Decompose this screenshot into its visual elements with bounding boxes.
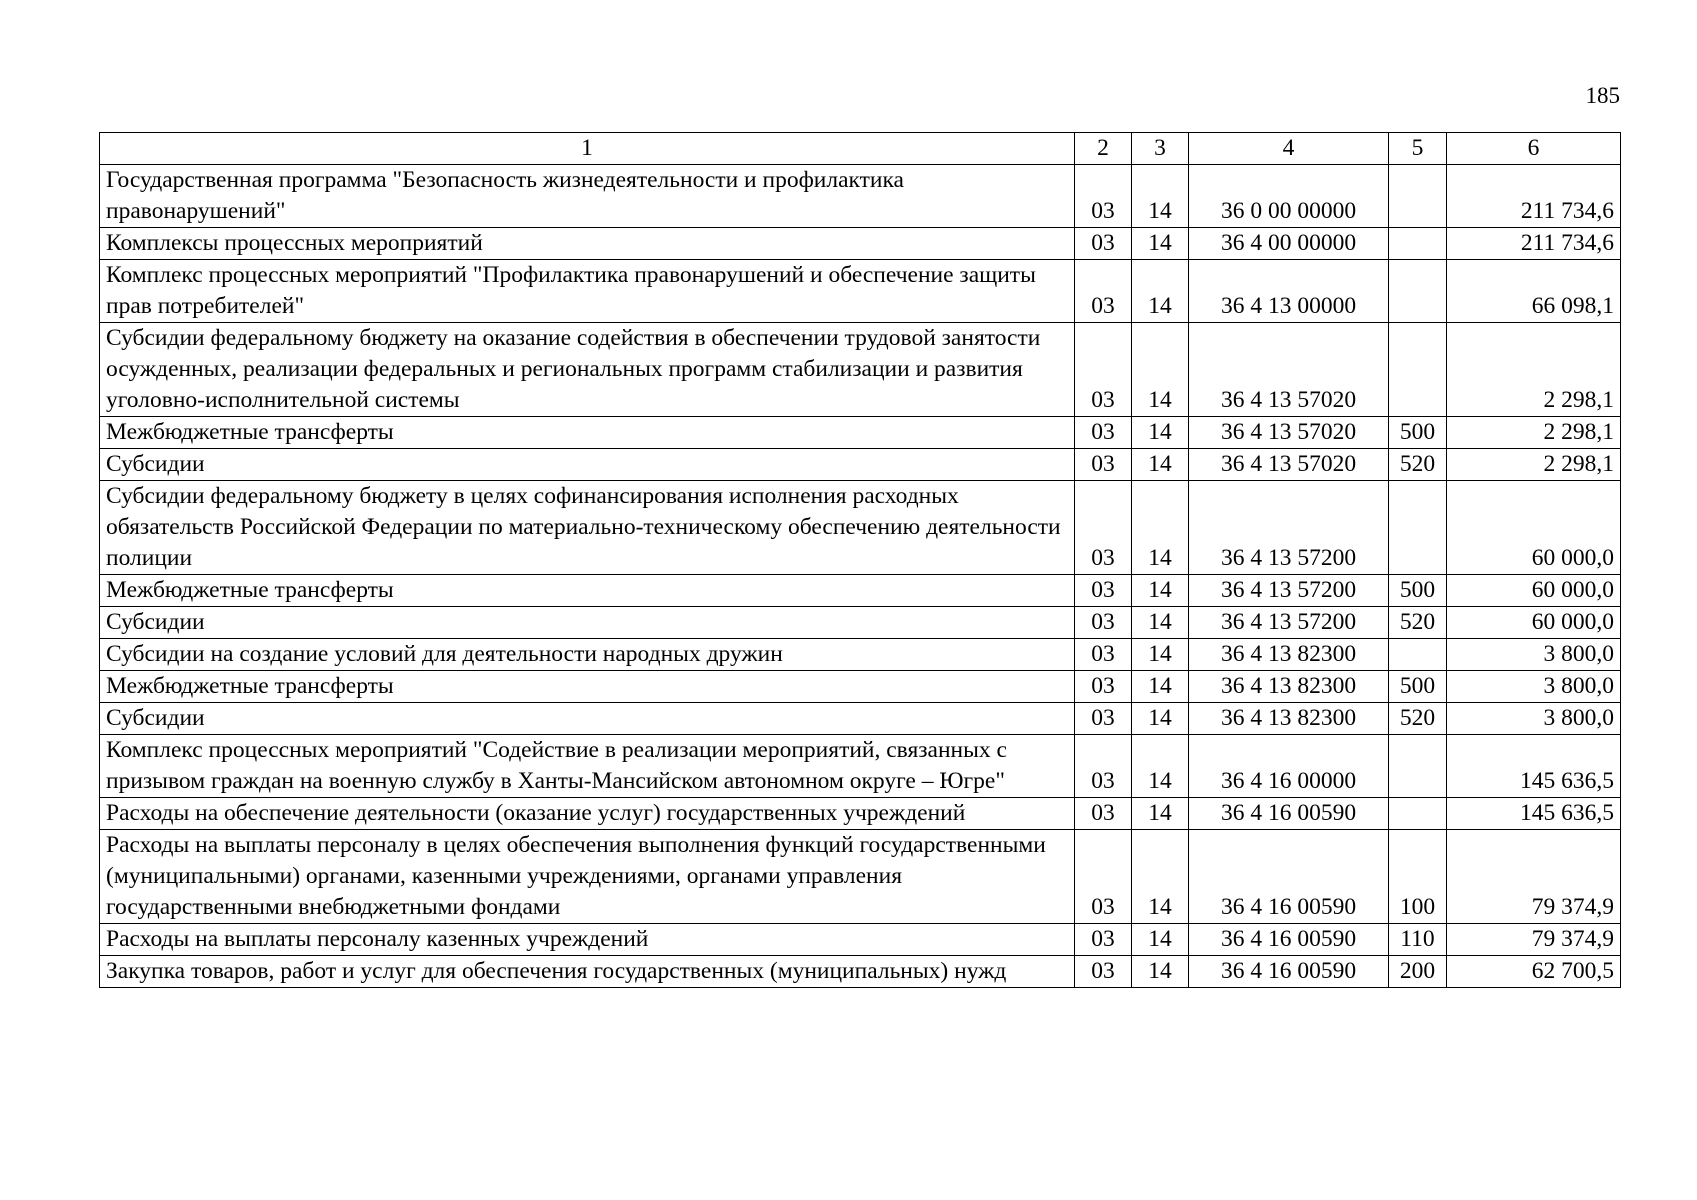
row-expense-type-cell: 500	[1389, 417, 1447, 449]
row-target-article-cell: 36 4 16 00590	[1189, 956, 1389, 988]
row-expense-type-cell: 200	[1389, 956, 1447, 988]
row-subsection-cell: 14	[1132, 924, 1189, 956]
row-expense-type-cell	[1389, 323, 1447, 417]
row-section-cell: 03	[1075, 481, 1132, 575]
row-target-article-cell: 36 4 13 82300	[1189, 639, 1389, 671]
column-header-1: 1	[100, 133, 1075, 165]
row-subsection-cell: 14	[1132, 165, 1189, 228]
table-row	[100, 924, 1621, 956]
row-section-cell: 03	[1075, 671, 1132, 703]
row-target-article-cell: 36 4 13 57020	[1189, 449, 1389, 481]
table-row	[100, 481, 1621, 575]
table-row	[100, 830, 1621, 924]
row-target-article-cell: 36 4 16 00590	[1189, 830, 1389, 924]
row-name-cell: Субсидии на создание условий для деятельности народных дружин	[100, 639, 1075, 671]
table-row	[100, 735, 1621, 798]
row-subsection-cell: 14	[1132, 228, 1189, 260]
row-expense-type-cell: 500	[1389, 671, 1447, 703]
row-name-cell: Субсидии	[100, 703, 1075, 735]
row-expense-type-cell: 520	[1389, 703, 1447, 735]
table-row	[100, 703, 1621, 735]
row-expense-type-cell	[1389, 798, 1447, 830]
table-row	[100, 417, 1621, 449]
row-expense-type-cell: 520	[1389, 607, 1447, 639]
row-section-cell: 03	[1075, 798, 1132, 830]
table-row	[100, 165, 1621, 228]
row-amount-cell: 60 000,0	[1447, 607, 1621, 639]
row-section-cell: 03	[1075, 323, 1132, 417]
table-row	[100, 639, 1621, 671]
row-amount-cell: 79 374,9	[1447, 830, 1621, 924]
row-section-cell: 03	[1075, 607, 1132, 639]
table-row	[100, 228, 1621, 260]
row-section-cell: 03	[1075, 735, 1132, 798]
row-amount-cell: 2 298,1	[1447, 449, 1621, 481]
row-name-cell: Межбюджетные трансферты	[100, 575, 1075, 607]
row-expense-type-cell	[1389, 260, 1447, 323]
table-row	[100, 575, 1621, 607]
column-header-5: 5	[1389, 133, 1447, 165]
row-subsection-cell: 14	[1132, 417, 1189, 449]
row-expense-type-cell	[1389, 481, 1447, 575]
row-name-cell: Государственная программа "Безопасность жизнедеятельности и профилактика правонарушений"	[100, 165, 1075, 228]
row-expense-type-cell: 520	[1389, 449, 1447, 481]
row-section-cell: 03	[1075, 260, 1132, 323]
row-amount-cell: 60 000,0	[1447, 481, 1621, 575]
header-row	[100, 133, 1621, 165]
row-section-cell: 03	[1075, 165, 1132, 228]
row-section-cell: 03	[1075, 228, 1132, 260]
row-name-cell: Межбюджетные трансферты	[100, 671, 1075, 703]
row-subsection-cell: 14	[1132, 956, 1189, 988]
row-expense-type-cell: 500	[1389, 575, 1447, 607]
row-target-article-cell: 36 4 13 57200	[1189, 607, 1389, 639]
row-amount-cell: 2 298,1	[1447, 323, 1621, 417]
row-name-cell: Субсидии федеральному бюджету на оказание содействия в обеспечении трудовой занятости осужденных, реализации федеральных и региональных программ стабилизации и развития уголовно-исполнительной системы	[100, 323, 1075, 417]
row-amount-cell: 211 734,6	[1447, 228, 1621, 260]
row-target-article-cell: 36 4 16 00000	[1189, 735, 1389, 798]
row-subsection-cell: 14	[1132, 449, 1189, 481]
row-section-cell: 03	[1075, 575, 1132, 607]
row-subsection-cell: 14	[1132, 735, 1189, 798]
row-expense-type-cell	[1389, 639, 1447, 671]
column-header-6: 6	[1447, 133, 1621, 165]
row-amount-cell: 66 098,1	[1447, 260, 1621, 323]
row-expense-type-cell: 110	[1389, 924, 1447, 956]
column-header-2: 2	[1075, 133, 1132, 165]
table-body	[100, 165, 1621, 988]
column-header-4: 4	[1189, 133, 1389, 165]
row-amount-cell: 60 000,0	[1447, 575, 1621, 607]
table-row	[100, 323, 1621, 417]
row-section-cell: 03	[1075, 924, 1132, 956]
row-section-cell: 03	[1075, 830, 1132, 924]
row-target-article-cell: 36 0 00 00000	[1189, 165, 1389, 228]
row-amount-cell: 79 374,9	[1447, 924, 1621, 956]
row-amount-cell: 211 734,6	[1447, 165, 1621, 228]
row-name-cell: Закупка товаров, работ и услуг для обеспечения государственных (муниципальных) нужд	[100, 956, 1075, 988]
row-target-article-cell: 36 4 13 57020	[1189, 417, 1389, 449]
row-target-article-cell: 36 4 13 82300	[1189, 703, 1389, 735]
row-target-article-cell: 36 4 13 82300	[1189, 671, 1389, 703]
row-subsection-cell: 14	[1132, 607, 1189, 639]
row-expense-type-cell	[1389, 735, 1447, 798]
row-target-article-cell: 36 4 16 00590	[1189, 798, 1389, 830]
row-target-article-cell: 36 4 16 00590	[1189, 924, 1389, 956]
table-header	[100, 133, 1621, 165]
row-subsection-cell: 14	[1132, 639, 1189, 671]
row-name-cell: Субсидии федеральному бюджету в целях софинансирования исполнения расходных обязательств Российской Федерации по материально-техническому обеспечению деятельности полиции	[100, 481, 1075, 575]
row-name-cell: Комплекс процессных мероприятий "Профилактика правонарушений и обеспечение защиты прав потребителей"	[100, 260, 1075, 323]
row-target-article-cell: 36 4 13 57200	[1189, 575, 1389, 607]
row-section-cell: 03	[1075, 956, 1132, 988]
row-amount-cell: 2 298,1	[1447, 417, 1621, 449]
row-subsection-cell: 14	[1132, 481, 1189, 575]
row-section-cell: 03	[1075, 417, 1132, 449]
row-subsection-cell: 14	[1132, 575, 1189, 607]
table-row	[100, 260, 1621, 323]
row-name-cell: Расходы на выплаты персоналу казенных учреждений	[100, 924, 1075, 956]
row-name-cell: Межбюджетные трансферты	[100, 417, 1075, 449]
row-subsection-cell: 14	[1132, 830, 1189, 924]
row-expense-type-cell	[1389, 228, 1447, 260]
row-subsection-cell: 14	[1132, 323, 1189, 417]
row-amount-cell: 62 700,5	[1447, 956, 1621, 988]
row-section-cell: 03	[1075, 639, 1132, 671]
row-subsection-cell: 14	[1132, 798, 1189, 830]
row-name-cell: Комплексы процессных мероприятий	[100, 228, 1075, 260]
row-name-cell: Субсидии	[100, 449, 1075, 481]
row-amount-cell: 3 800,0	[1447, 639, 1621, 671]
table-row	[100, 671, 1621, 703]
row-subsection-cell: 14	[1132, 703, 1189, 735]
row-target-article-cell: 36 4 13 57200	[1189, 481, 1389, 575]
row-subsection-cell: 14	[1132, 260, 1189, 323]
table-row	[100, 798, 1621, 830]
row-subsection-cell: 14	[1132, 671, 1189, 703]
row-target-article-cell: 36 4 00 00000	[1189, 228, 1389, 260]
table-row	[100, 449, 1621, 481]
row-name-cell: Расходы на обеспечение деятельности (оказание услуг) государственных учреждений	[100, 798, 1075, 830]
row-expense-type-cell: 100	[1389, 830, 1447, 924]
row-expense-type-cell	[1389, 165, 1447, 228]
page-number: 185	[1585, 83, 1620, 108]
row-target-article-cell: 36 4 13 57020	[1189, 323, 1389, 417]
row-target-article-cell: 36 4 13 00000	[1189, 260, 1389, 323]
row-amount-cell: 3 800,0	[1447, 703, 1621, 735]
row-name-cell: Расходы на выплаты персоналу в целях обеспечения выполнения функций государственными (муниципальными) органами, казенными учреждениями, органами управления государственными внебюджетными фондами	[100, 830, 1075, 924]
row-name-cell: Комплекс процессных мероприятий "Содействие в реализации мероприятий, связанных с призывом граждан на военную службу в Ханты-Мансийском автономном округе – Югре"	[100, 735, 1075, 798]
row-name-cell: Субсидии	[100, 607, 1075, 639]
table-row	[100, 956, 1621, 988]
row-section-cell: 03	[1075, 703, 1132, 735]
row-amount-cell: 145 636,5	[1447, 735, 1621, 798]
column-header-3: 3	[1132, 133, 1189, 165]
budget-table	[99, 132, 1621, 988]
table-row	[100, 607, 1621, 639]
row-section-cell: 03	[1075, 449, 1132, 481]
row-amount-cell: 145 636,5	[1447, 798, 1621, 830]
row-amount-cell: 3 800,0	[1447, 671, 1621, 703]
